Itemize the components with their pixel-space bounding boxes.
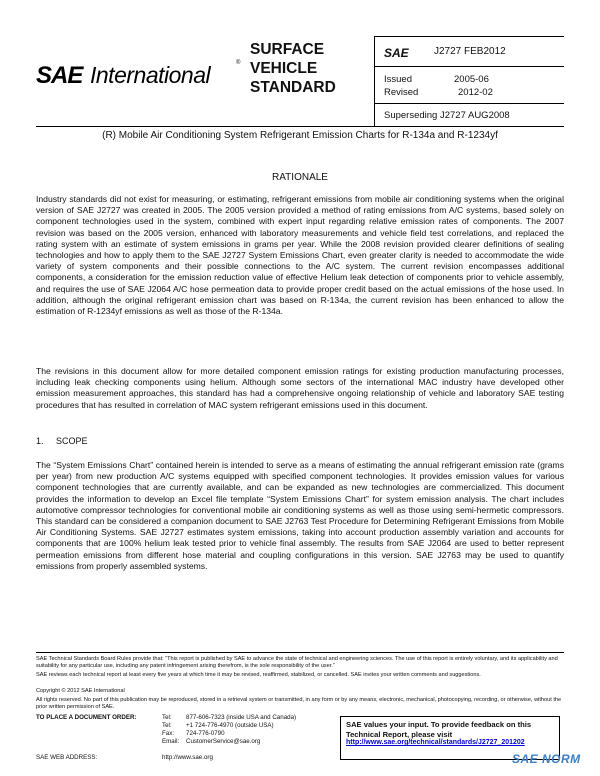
- document-number: J2727 FEB2012: [434, 46, 506, 57]
- standard-title-line-1: SURFACE: [250, 41, 325, 58]
- tel-label: Tel:: [162, 714, 172, 721]
- order-label: TO PLACE A DOCUMENT ORDER:: [36, 714, 137, 721]
- email-label: Email:: [162, 738, 180, 745]
- footer-copyright: Copyright © 2012 SAE International: [36, 688, 125, 694]
- standard-type-title: [250, 40, 370, 97]
- standard-title-line-3: STANDARD: [250, 79, 336, 96]
- feedback-link[interactable]: http://www.sae.org/technical/standards/J2727_201202: [346, 739, 525, 746]
- tel2-value: +1 724-776-4970 (outside USA): [186, 722, 274, 729]
- header-rule-2: [374, 103, 564, 104]
- email-value: CustomerService@sae.org: [186, 738, 261, 745]
- logo-sae-text: SAE: [36, 62, 83, 89]
- sae-international-logo: [36, 58, 246, 92]
- rationale-paragraph-1: Industry standards did not exist for measuring, or estimating, refrigerant emissions from mobile air conditioning systems when the original version of SAE J2727 was created in 2005. The 2005 version provided a method of rating emissions from A/C systems, based solely on component technologies used in the system, combined with expert input regarding relative emission rates of components. The 2007 revision was based on the 2005 version, enhanced with laboratory measurements and vehicle field test correlations, and replaced the rating system with an estimate of system emissions in grams per year. While the 2008 revision provided clearer definitions of sealing technologies and how to apply them to the SAE J2727 System Emissions Chart, even greater clarity is needed to accommodate the wide variety of system components and their possible connections to the A/C system. The current revision encompasses additional components, a consideration for the emission reduction value of effective Helium leak detection of components prior to vehicle assembly, and requires the use of SAE J2064 A/C hose permeation data to provide proper credit based on the actual emissions of the hose used. In addition, although the original refrigerant emission chart was based on R-134a, the current revision has been enhanced to allow the estimation of R-1234yf emissions as well as those of the R-134a.: [36, 194, 564, 317]
- footer-rules-text: SAE Technical Standards Board Rules provide that: “This report is published by SAE to advance the state of technical and engineering sciences. The use of this report is entirely voluntary, and its applicability and suitability for any particular use, including any patent infringement arising therefrom, is the sole responsibility of the user.”: [36, 656, 558, 670]
- scope-paragraph: The “System Emissions Chart” contained herein is intended to serve as a means of estimating the annual refrigerant emission rate (grams per year) from new production A/C systems equipped with specified component technologies. It provides emission values for various component technologies that are currently available, and can be expanded as new technologies are commercialized. This document provides the information to develop an Excel file template “System Emissions Chart” for system emission analysis. The chart includes automotive compressor technologies for conventional mobile air conditioning systems as well as those using semi-hermetic compressors. This standard can be considered a companion document to SAE J2763 Test Procedure for Determining Refrigerant Emissions from Mobile Air Conditioning Systems. SAE J2727 estimates system emissions, taking into account production assembly variation and accounts for components that are 100% helium leak tested prior to vehicle final assembly. The results from SAE J2064 are used to better represent permeation emissions from different hose material and coupling configurations in this version. SAE J2763 may be used to quantify emissions from properly assembled systems.: [36, 460, 564, 571]
- web-address-label: SAE WEB ADDRESS:: [36, 754, 98, 761]
- issued-label: Issued: [384, 74, 412, 85]
- rationale-paragraph-2: The revisions in this document allow for more detailed component emission ratings for existing production manufacturing processes, including leak checking components using helium. Although some sectors of the international MAC industry have developed other emission measurement approaches, this standard has had a comprehensive ongoing relationship of vehicle and laboratory SAE testing procedures that has resulted in correlation of MAC system refrigerant emissions used in this document.: [36, 366, 564, 410]
- revised-date: 2012-02: [458, 87, 493, 98]
- standard-title-line-2: VEHICLE: [250, 60, 318, 77]
- header-top-rule: [374, 36, 564, 37]
- revised-label: Revised: [384, 87, 419, 98]
- scope-heading: [36, 436, 88, 446]
- sae-small-logo: SAE: [384, 46, 409, 60]
- footer-review-text: SAE reviews each technical report at least every five years at which time it may be revised, reaffirmed, stabilized, or cancelled. SAE invites your written comments and suggestions.: [36, 672, 481, 678]
- footer-rule: [36, 652, 564, 653]
- sae-norm-watermark: SAE NORM: [512, 752, 581, 766]
- scope-number: 1.: [36, 436, 44, 446]
- feedback-text: SAE values your input. To provide feedback on this Technical Report, please visit: [346, 720, 532, 739]
- logo-international-text: International: [90, 62, 211, 88]
- header-vertical-divider: [374, 36, 375, 126]
- fax-label: Fax:: [162, 730, 175, 737]
- header-rule-1: [374, 66, 564, 67]
- rationale-heading: RATIONALE: [272, 172, 328, 183]
- web-address-value[interactable]: http://www.sae.org: [162, 754, 213, 761]
- fax-value: 724-776-0790: [186, 730, 225, 737]
- footer-rights-text: All rights reserved. No part of this publication may be reproduced, stored in a retrieval system or transmitted, in any form or by any means, electronic, mechanical, photocopying, recording, or otherwise, without the prior written permission of SAE.: [36, 697, 562, 711]
- scope-title: SCOPE: [56, 436, 88, 446]
- logo-trademark: ®: [236, 60, 241, 66]
- tel2-label: Tel:: [162, 722, 172, 729]
- header-bottom-rule: [36, 126, 564, 127]
- superseding-note: Superseding J2727 AUG2008: [384, 110, 510, 121]
- issued-date: 2005-06: [454, 74, 489, 85]
- tel-value: 877-606-7323 (inside USA and Canada): [186, 714, 297, 721]
- document-title: (R) Mobile Air Conditioning System Refrigerant Emission Charts for R-134a and R-1234yf: [102, 130, 498, 141]
